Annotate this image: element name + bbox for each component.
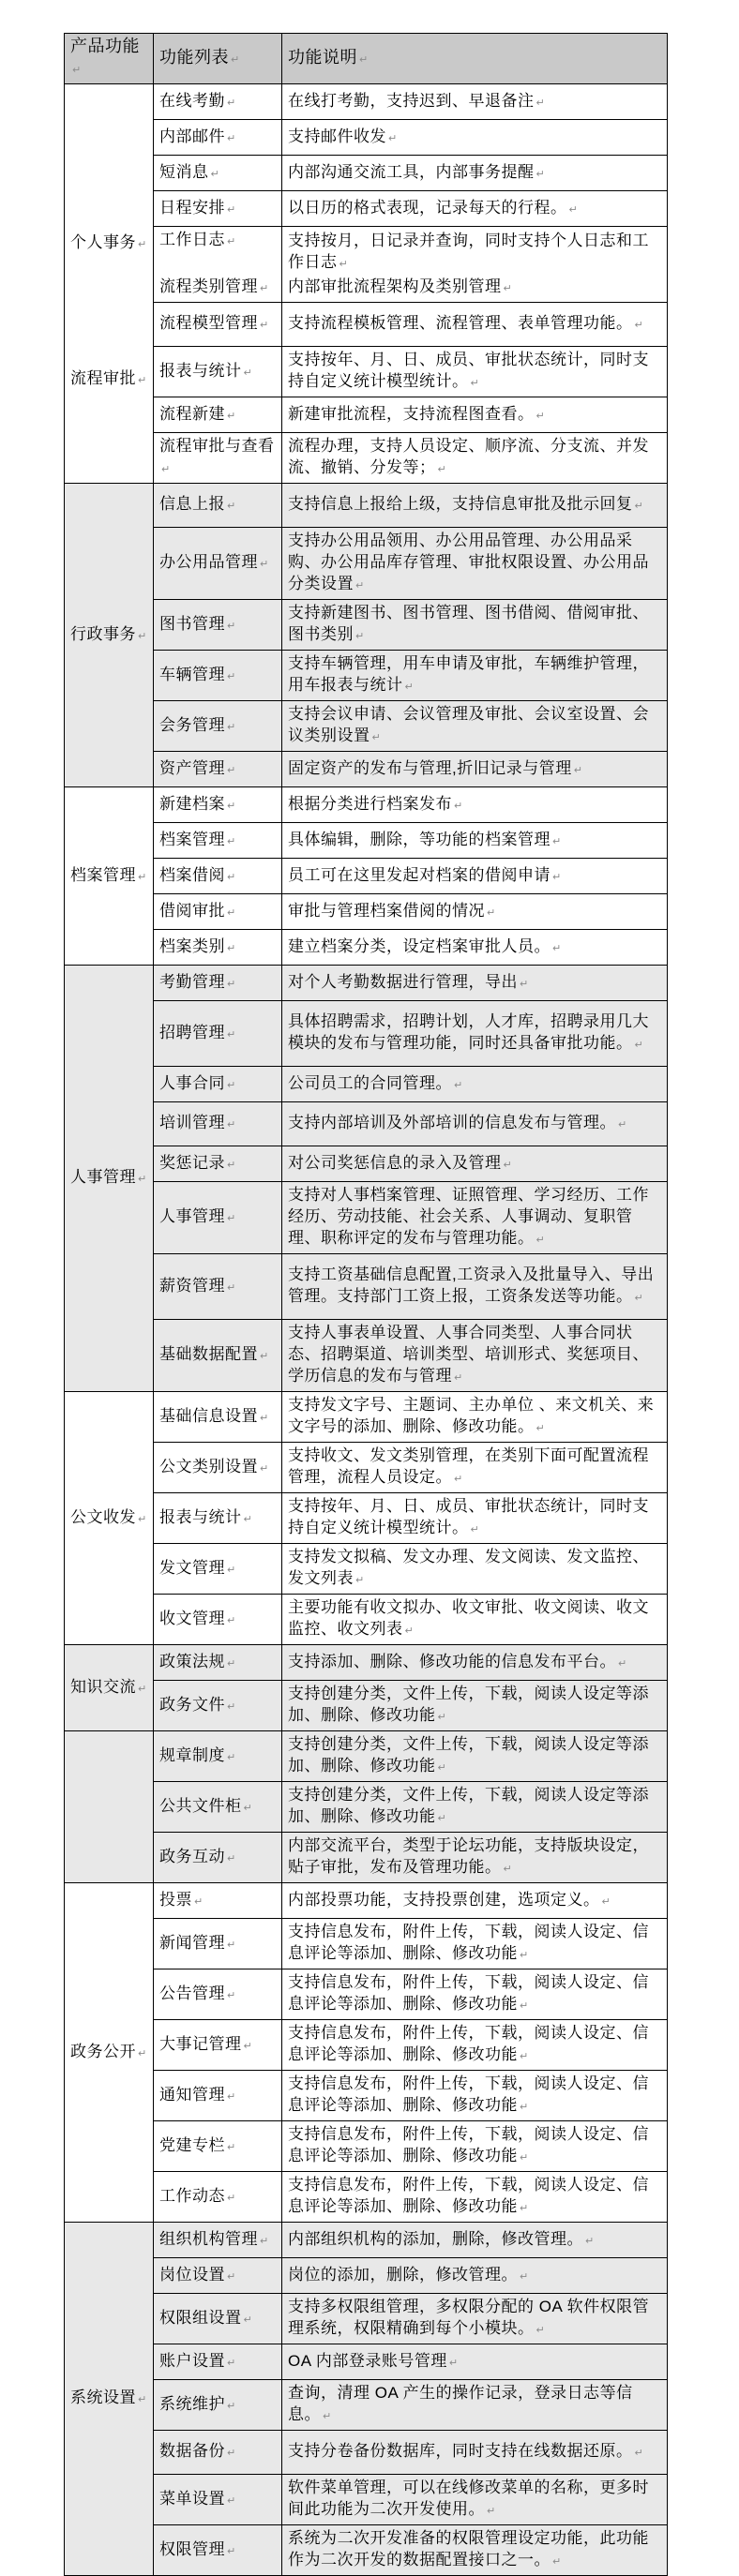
feature-cell — [154, 2172, 282, 2223]
table-row — [65, 191, 668, 227]
feature-label: 公共文件柜 ↵ — [159, 1795, 276, 1820]
feature-description: 支持信息发布，附件上传，下载，阅读人设定、信息评论等添加、删除、修改功能 ↵ — [288, 1921, 661, 1967]
table-row — [65, 1681, 668, 1731]
feature-label: 在线考勤 ↵ — [159, 90, 276, 114]
description-cell — [282, 930, 668, 966]
feature-label: 日程安排 ↵ — [159, 197, 276, 221]
document-body — [64, 33, 668, 2576]
description-cell — [282, 191, 668, 227]
feature-description: 新建审批流程，支持流程图查看。 ↵ — [288, 403, 661, 427]
feature-description: 对公司奖惩信息的录入及管理 ↵ — [288, 1152, 661, 1176]
feature-label: 数据备份 ↵ — [159, 2440, 276, 2464]
description-cell — [282, 1731, 668, 1782]
feature-description: 公司员工的合同管理。 ↵ — [288, 1072, 661, 1097]
feature-description: 支持信息发布，附件上传，下载，阅读人设定、信息评论等添加、删除、修改功能 ↵ — [288, 2022, 661, 2068]
table-row — [65, 303, 668, 347]
description-cell — [282, 1645, 668, 1681]
description-cell — [282, 2172, 668, 2223]
table-row — [65, 2020, 668, 2071]
group-cell — [65, 1883, 154, 2223]
feature-label: 报表与统计 ↵ — [159, 1506, 276, 1531]
description-cell — [282, 120, 668, 156]
description-cell — [282, 787, 668, 823]
group-label: 公文收发 ↵ — [70, 1506, 147, 1531]
feature-description: 支持内部培训及外部培训的信息发布与管理。 ↵ — [288, 1112, 661, 1136]
feature-label: 流程模型管理 ↵ — [159, 312, 276, 337]
table-row — [65, 1595, 668, 1645]
feature-label: 发文管理 ↵ — [159, 1557, 276, 1581]
table-row — [65, 528, 668, 600]
feature-label: 规章制度 ↵ — [159, 1745, 276, 1769]
table-row — [65, 1392, 668, 1443]
feature-description: 支持创建分类，文件上传，下载，阅读人设定等添加、删除、修改功能 ↵ — [288, 1683, 661, 1729]
description-cell — [282, 2344, 668, 2380]
table-row — [65, 859, 668, 894]
feature-description: 岗位的添加，删除，修改管理。 ↵ — [288, 2264, 661, 2288]
feature-cell — [154, 484, 282, 528]
feature-label: 公告管理 ↵ — [159, 1983, 276, 2007]
table-row — [65, 2431, 668, 2475]
table-row — [65, 2344, 668, 2380]
group-cell — [65, 84, 154, 484]
feature-description: 以日历的格式表现，记录每天的行程。 ↵ — [288, 197, 661, 221]
feature-description: 在线打考勤，支持迟到、早退备注 ↵ — [288, 90, 661, 114]
feature-description: 系统为二次开发准备的权限管理设定功能，此功能作为二次开发的数据配置接口之一。 ↵ — [288, 2527, 661, 2573]
description-cell — [282, 484, 668, 528]
feature-cell — [154, 894, 282, 930]
table-row — [65, 1731, 668, 1782]
feature-description: 建立档案分类，设定档案审批人员。 ↵ — [288, 936, 661, 960]
feature-description: 支持人事表单设置、人事合同类型、人事合同状态、招聘渠道、培训类型、培训形式、奖惩项目、学历信息的发布与管理 ↵ — [288, 1322, 661, 1389]
feature-description: 支持收文、发文类别管理，在类别下面可配置流程管理，流程人员设定。 ↵ — [288, 1445, 661, 1490]
feature-cell — [154, 1392, 282, 1443]
feature-description: 支持添加、删除、修改功能的信息发布平台。 ↵ — [288, 1651, 661, 1675]
feature-description: 具体编辑，删除，等功能的档案管理 ↵ — [288, 829, 661, 853]
group-label: 系统设置 ↵ — [70, 2387, 147, 2411]
feature-cell — [154, 1493, 282, 1544]
table-row — [65, 2475, 668, 2525]
feature-label: 奖惩记录 ↵ — [159, 1152, 276, 1176]
table-row — [65, 1782, 668, 1833]
feature-cell — [154, 600, 282, 651]
feature-cell — [154, 1883, 282, 1919]
feature-description: 支持信息上报给上级，支持信息审批及批示回复 ↵ — [288, 493, 661, 517]
group-cell — [65, 1645, 154, 1731]
feature-cell — [154, 1681, 282, 1731]
description-cell — [282, 894, 668, 930]
group-label: 人事管理 ↵ — [70, 1166, 147, 1191]
feature-cell — [154, 2344, 282, 2380]
feature-label: 会务管理 ↵ — [159, 714, 276, 739]
table-row — [65, 966, 668, 1001]
feature-description: 对个人考勤数据进行管理，导出 ↵ — [288, 971, 661, 996]
description-cell — [282, 2475, 668, 2525]
feature-cell — [154, 1001, 282, 1067]
feature-description: 支持分卷备份数据库，同时支持在线数据还原。 ↵ — [288, 2440, 661, 2464]
description-cell — [282, 2121, 668, 2172]
feature-label: 办公用品管理 ↵ — [159, 551, 276, 576]
group-label: 政务公开 ↵ — [70, 2041, 147, 2065]
feature-cell — [154, 2258, 282, 2294]
feature-label: 通知管理 ↵ — [159, 2084, 276, 2108]
feature-label: 档案管理 ↵ — [159, 829, 276, 853]
description-cell — [282, 701, 668, 752]
feature-cell — [154, 1254, 282, 1320]
product-features-table — [64, 33, 668, 2576]
table-row — [65, 1254, 668, 1320]
feature-label: 收文管理 ↵ — [159, 1608, 276, 1632]
feature-cell — [154, 1782, 282, 1833]
feature-cell — [154, 191, 282, 227]
description-cell — [282, 2223, 668, 2258]
feature-label: 档案类别 ↵ — [159, 936, 276, 960]
feature-cell — [154, 1102, 282, 1146]
table-row — [65, 156, 668, 191]
feature-description: 审批与管理档案借阅的情况 ↵ — [288, 900, 661, 924]
feature-description: 内部交流平台，类型于论坛功能，支持版块设定，贴子审批，发布及管理功能。 ↵ — [288, 1835, 661, 1880]
feature-description: 查询，清理 OA 产生的操作记录，登录日志等信息。 ↵ — [288, 2382, 661, 2428]
feature-label: 基础数据配置 ↵ — [159, 1343, 276, 1368]
feature-label: 考勤管理 ↵ — [159, 971, 276, 996]
feature-description: 支持发文字号、主题词、主办单位 、来文机关、来文字号的添加、删除、修改功能。 ↵ — [288, 1394, 661, 1440]
table-row — [65, 347, 668, 397]
feature-cell — [154, 2294, 282, 2344]
feature-description: 内部沟通交流工具，内部事务提醒 ↵ — [288, 161, 661, 186]
table-row — [65, 1493, 668, 1544]
table-row — [65, 2525, 668, 2576]
group-cell — [65, 2223, 154, 2576]
feature-cell — [154, 1443, 282, 1493]
feature-label: 图书管理 ↵ — [159, 613, 276, 637]
description-cell — [282, 1067, 668, 1102]
table-row — [65, 2294, 668, 2344]
group-cell — [65, 787, 154, 966]
feature-description: 内部投票功能，支持投票创建，选项定义。 ↵ — [288, 1889, 661, 1913]
feature-label: 流程类别管理 ↵ — [159, 276, 276, 300]
description-cell — [282, 1919, 668, 1969]
description-cell — [282, 2294, 668, 2344]
table-row — [65, 1320, 668, 1392]
description-cell — [282, 303, 668, 347]
feature-cell — [154, 787, 282, 823]
feature-cell — [154, 2525, 282, 2576]
description-cell — [282, 84, 668, 120]
table-row — [65, 752, 668, 787]
feature-description: 支持按月，日记录并查询，同时支持个人日志和工作日志 ↵ — [288, 230, 661, 276]
feature-description: 支持信息发布，附件上传，下载，阅读人设定、信息评论等添加、删除、修改功能 ↵ — [288, 1971, 661, 2017]
feature-label: 投票 ↵ — [159, 1889, 276, 1913]
table-row — [65, 1443, 668, 1493]
feature-label: 内部邮件 ↵ — [159, 126, 276, 150]
group-cell — [65, 1392, 154, 1645]
group-cell — [65, 1731, 154, 1883]
feature-cell — [154, 2223, 282, 2258]
description-cell — [282, 1392, 668, 1443]
table-row — [65, 600, 668, 651]
feature-label: 工作动态 ↵ — [159, 2185, 276, 2209]
description-cell — [282, 528, 668, 600]
feature-cell — [154, 397, 282, 433]
table-row — [65, 433, 668, 484]
feature-label: 薪资管理 ↵ — [159, 1275, 276, 1299]
description-cell — [282, 347, 668, 397]
description-cell — [282, 2380, 668, 2431]
feature-label: 招聘管理 ↵ — [159, 1022, 276, 1046]
description-cell — [282, 227, 668, 303]
description-cell — [282, 1102, 668, 1146]
feature-cell — [154, 1833, 282, 1883]
feature-label: 权限管理 ↵ — [159, 2539, 276, 2563]
feature-description: 内部组织机构的添加，删除，修改管理。 ↵ — [288, 2228, 661, 2253]
feature-cell — [154, 1969, 282, 2020]
table-row — [65, 120, 668, 156]
feature-cell — [154, 823, 282, 859]
feature-description: 支持办公用品领用、办公用品管理、办公用品采购、办公用品库存管理、审批权限设置、办公用品分类设置 ↵ — [288, 530, 661, 597]
description-cell — [282, 2525, 668, 2576]
description-cell — [282, 600, 668, 651]
feature-description: 支持车辆管理，用车申请及审批，车辆维护管理，用车报表与统计 ↵ — [288, 652, 661, 698]
table-row — [65, 1919, 668, 1969]
feature-label: 流程新建 ↵ — [159, 403, 276, 427]
feature-cell — [154, 701, 282, 752]
feature-description: 支持多权限组管理，多权限分配的 OA 软件权限管理系统，权限精确到每个小模块。 ↵ — [288, 2296, 661, 2342]
group-cell — [65, 484, 154, 787]
group-label: 流程审批 ↵ — [70, 367, 151, 392]
feature-cell — [154, 1146, 282, 1182]
feature-description: OA 内部登录账号管理 ↵ — [288, 2350, 661, 2374]
feature-label: 人事管理 ↵ — [159, 1206, 276, 1230]
feature-cell — [154, 859, 282, 894]
feature-cell — [154, 303, 282, 347]
table-row — [65, 2223, 668, 2258]
feature-label: 人事合同 ↵ — [159, 1072, 276, 1097]
description-cell — [282, 1883, 668, 1919]
feature-cell — [154, 347, 282, 397]
feature-cell — [154, 2475, 282, 2525]
group-label: 知识交流 ↵ — [70, 1676, 147, 1700]
feature-cell — [154, 1320, 282, 1392]
feature-label: 培训管理 ↵ — [159, 1112, 276, 1136]
feature-description: 支持邮件收发 ↵ — [288, 126, 661, 150]
feature-description: 支持信息发布，附件上传，下载，阅读人设定、信息评论等添加、删除、修改功能 ↵ — [288, 2174, 661, 2220]
header-function-list: 功能列表 ↵ — [154, 34, 282, 84]
feature-cell — [154, 1182, 282, 1254]
description-cell — [282, 966, 668, 1001]
feature-cell — [154, 433, 282, 484]
feature-cell — [154, 1595, 282, 1645]
feature-label: 工作日志 ↵ — [159, 229, 276, 253]
feature-description: 支持新建图书、图书管理、图书借阅、借阅审批、图书类别 ↵ — [288, 602, 661, 648]
description-cell — [282, 1493, 668, 1544]
description-cell — [282, 2071, 668, 2121]
header-function-description: 功能说明 ↵ — [282, 34, 668, 84]
header-row — [65, 34, 668, 84]
table-row — [65, 823, 668, 859]
feature-label: 政务互动 ↵ — [159, 1846, 276, 1870]
feature-label: 大事记管理 ↵ — [159, 2033, 276, 2058]
group-cell — [65, 966, 154, 1392]
description-cell — [282, 1001, 668, 1067]
table-row — [65, 2121, 668, 2172]
table-row — [65, 1833, 668, 1883]
feature-description: 支持创建分类，文件上传，下载，阅读人设定等添加、删除、修改功能 ↵ — [288, 1733, 661, 1779]
table-row — [65, 1146, 668, 1182]
feature-description: 支持会议申请、会议管理及审批、会议室设置、会议类别设置 ↵ — [288, 703, 661, 749]
feature-label: 系统维护 ↵ — [159, 2393, 276, 2418]
description-cell — [282, 1782, 668, 1833]
description-cell — [282, 1681, 668, 1731]
feature-description: 支持信息发布，附件上传，下载，阅读人设定、信息评论等添加、删除、修改功能 ↵ — [288, 2073, 661, 2119]
table-row — [65, 1182, 668, 1254]
table-body — [65, 84, 668, 2576]
feature-description: 支持信息发布，附件上传，下载，阅读人设定、信息评论等添加、删除、修改功能 ↵ — [288, 2123, 661, 2169]
description-cell — [282, 859, 668, 894]
table-row — [65, 2071, 668, 2121]
feature-cell — [154, 528, 282, 600]
description-cell — [282, 1544, 668, 1595]
description-cell — [282, 752, 668, 787]
feature-cell — [154, 120, 282, 156]
description-cell — [282, 1254, 668, 1320]
feature-description: 支持工资基础信息配置,工资录入及批量导入、导出管理。支持部门工资上报，工资条发送等功能。 ↵ — [288, 1264, 661, 1310]
feature-label: 政策法规 ↵ — [159, 1651, 276, 1675]
feature-description: 内部审批流程架构及类别管理 ↵ — [288, 276, 661, 300]
description-cell — [282, 1833, 668, 1883]
description-cell — [282, 1146, 668, 1182]
description-cell — [282, 1443, 668, 1493]
feature-label: 报表与统计 ↵ — [159, 360, 276, 384]
table-row — [65, 1645, 668, 1681]
feature-description: 员工可在这里发起对档案的借阅申请 ↵ — [288, 864, 661, 889]
table-row — [65, 84, 668, 120]
feature-label: 菜单设置 ↵ — [159, 2488, 276, 2512]
feature-label: 流程审批与查看 ↵ — [159, 435, 276, 481]
group-label: 行政事务 ↵ — [70, 623, 147, 648]
feature-description: 支持按年、月、日、成员、审批状态统计，同时支持自定义统计模型统计。 ↵ — [288, 1495, 661, 1541]
table-row — [65, 1102, 668, 1146]
table-row — [65, 1883, 668, 1919]
feature-label: 新闻管理 ↵ — [159, 1932, 276, 1956]
description-cell — [282, 651, 668, 701]
description-cell — [282, 823, 668, 859]
description-cell — [282, 1595, 668, 1645]
feature-description: 软件菜单管理，可以在线修改菜单的名称，更多时间此功能为二次开发使用。 ↵ — [288, 2477, 661, 2523]
table-row — [65, 787, 668, 823]
feature-cell — [154, 2431, 282, 2475]
feature-cell — [154, 2071, 282, 2121]
feature-label: 资产管理 ↵ — [159, 757, 276, 782]
group-label: 个人事务 ↵ — [70, 232, 151, 256]
feature-label: 短消息 ↵ — [159, 161, 276, 186]
feature-description: 支持对人事档案管理、证照管理、学习经历、工作经历、劳动技能、社会关系、人事调动、复职管理、职称评定的发布与管理功能。 ↵ — [288, 1184, 661, 1251]
feature-label: 公文类别设置 ↵ — [159, 1456, 276, 1480]
description-cell — [282, 156, 668, 191]
feature-cell — [154, 2380, 282, 2431]
table-row — [65, 1067, 668, 1102]
feature-description: 支持创建分类，文件上传，下载，阅读人设定等添加、删除、修改功能 ↵ — [288, 1784, 661, 1830]
table-row — [65, 930, 668, 966]
feature-cell — [154, 752, 282, 787]
feature-cell — [154, 1919, 282, 1969]
feature-cell — [154, 2020, 282, 2071]
feature-label: 党建专栏 ↵ — [159, 2134, 276, 2159]
table-row — [65, 227, 668, 303]
feature-cell — [154, 156, 282, 191]
feature-cell — [154, 1731, 282, 1782]
feature-label: 岗位设置 ↵ — [159, 2264, 276, 2288]
description-cell — [282, 1969, 668, 2020]
feature-label: 政务文件 ↵ — [159, 1694, 276, 1718]
table-row — [65, 2258, 668, 2294]
feature-description: 固定资产的发布与管理,折旧记录与管理 ↵ — [288, 757, 661, 782]
table-row — [65, 701, 668, 752]
feature-label: 权限组设置 ↵ — [159, 2307, 276, 2331]
description-cell — [282, 2431, 668, 2475]
feature-label: 新建档案 ↵ — [159, 793, 276, 817]
feature-description: 支持流程模板管理、流程管理、表单管理功能。 ↵ — [288, 312, 661, 337]
table-row — [65, 2380, 668, 2431]
feature-cell — [154, 2121, 282, 2172]
header-product-function: 产品功能 ↵ — [65, 34, 154, 84]
feature-cell — [154, 84, 282, 120]
feature-label: 基础信息设置 ↵ — [159, 1405, 276, 1430]
description-cell — [282, 1182, 668, 1254]
table-row — [65, 1001, 668, 1067]
feature-description: 根据分类进行档案发布 ↵ — [288, 793, 661, 817]
feature-description: 支持发文拟稿、发文办理、发文阅读、发文监控、发文列表 ↵ — [288, 1546, 661, 1592]
table-row — [65, 484, 668, 528]
feature-cell — [154, 930, 282, 966]
description-cell — [282, 397, 668, 433]
description-cell — [282, 433, 668, 484]
feature-label: 组织机构管理 ↵ — [159, 2228, 276, 2253]
feature-cell — [154, 1645, 282, 1681]
description-cell — [282, 1320, 668, 1392]
feature-cell — [154, 1544, 282, 1595]
feature-description: 主要功能有收文拟办、收文审批、收文阅读、收文监控、收文列表 ↵ — [288, 1596, 661, 1642]
feature-cell — [154, 1067, 282, 1102]
table-row — [65, 1969, 668, 2020]
feature-cell — [154, 227, 282, 303]
feature-label: 信息上报 ↵ — [159, 493, 276, 517]
feature-label: 车辆管理 ↵ — [159, 664, 276, 688]
feature-description: 支持按年、月、日、成员、审批状态统计，同时支持自定义统计模型统计。 ↵ — [288, 349, 661, 395]
group-label: 档案管理 ↵ — [70, 864, 147, 889]
feature-label: 借阅审批 ↵ — [159, 900, 276, 924]
description-cell — [282, 2020, 668, 2071]
table-row — [65, 894, 668, 930]
description-cell — [282, 2258, 668, 2294]
table-row — [65, 1544, 668, 1595]
table-row — [65, 397, 668, 433]
table-row — [65, 651, 668, 701]
feature-label: 档案借阅 ↵ — [159, 864, 276, 889]
feature-cell — [154, 966, 282, 1001]
table-row — [65, 2172, 668, 2223]
feature-label: 账户设置 ↵ — [159, 2350, 276, 2374]
feature-description: 具体招聘需求，招聘计划，人才库，招聘录用几大模块的发布与管理功能，同时还具备审批功能。 ↵ — [288, 1011, 661, 1056]
feature-description: 流程办理，支持人员设定、顺序流、分支流、并发流、撤销、分发等； ↵ — [288, 435, 661, 481]
feature-cell — [154, 651, 282, 701]
